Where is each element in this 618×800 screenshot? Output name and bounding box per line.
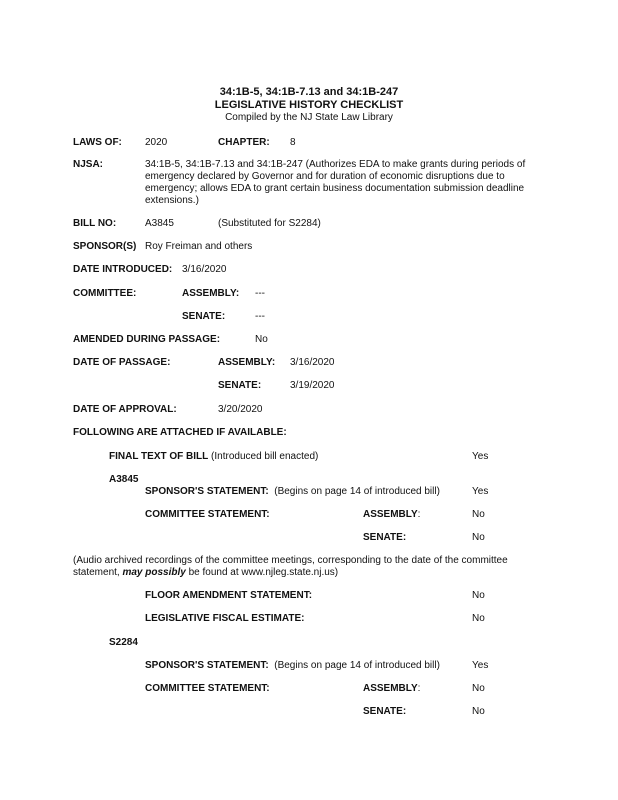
s2284-heading: S2284 (109, 637, 138, 648)
passage-senate-value: 3/19/2020 (290, 380, 335, 391)
date-of-approval-value: 3/20/2020 (218, 404, 263, 415)
bill-no-label: BILL NO: (73, 218, 117, 229)
a3845-sponsor-note: (Begins on page 14 of introduced bill) (274, 486, 440, 497)
njsa-line: emergency declared by Governor and for duration of economic disruptions due to (145, 171, 505, 182)
page-title: 34:1B-5, 34:1B-7.13 and 34:1B-247 (219, 86, 399, 98)
fiscal-estimate-label: LEGISLATIVE FISCAL ESTIMATE: (145, 613, 305, 624)
a3845-assembly-value: No (472, 509, 485, 520)
page-subtitle: LEGISLATIVE HISTORY CHECKLIST (214, 99, 404, 111)
s2284-assembly-value: No (472, 683, 485, 694)
compiled-by: Compiled by the NJ State Law Library (225, 112, 393, 123)
s2284-assembly-colon: : (417, 683, 421, 694)
s2284-sponsor-value: Yes (472, 660, 489, 671)
a3845-heading: A3845 (109, 474, 139, 485)
njsa-line: 34:1B-5, 34:1B-7.13 and 34:1B-247 (Authorizes EDA to make grants during periods of (145, 159, 526, 170)
a3845-assembly-row (363, 509, 420, 521)
s2284-sponsor-label: SPONSOR'S STATEMENT: (145, 660, 269, 671)
a3845-assembly-colon: : (417, 509, 421, 520)
s2284-senate-label: SENATE: (363, 706, 407, 717)
date-of-passage-label: DATE OF PASSAGE: (73, 357, 171, 368)
audio-note-pre: statement, (73, 567, 123, 578)
amended-label: AMENDED DURING PASSAGE: (73, 334, 221, 345)
njsa-line: emergency; allows EDA to grant certain business documentation submission deadline (145, 183, 525, 194)
a3845-committee-label: COMMITTEE STATEMENT: (145, 509, 270, 520)
sponsors-value: Roy Freiman and others (145, 241, 253, 252)
bill-no-note: (Substituted for S2284) (218, 218, 321, 229)
audio-note-line2 (73, 567, 338, 579)
committee-senate-value: --- (255, 311, 265, 322)
committee-assembly-value: --- (255, 288, 265, 299)
s2284-assembly-row (363, 683, 420, 695)
committee-senate-label: SENATE: (182, 311, 226, 322)
floor-amendment-value: No (472, 590, 485, 601)
audio-note-post: be found at www.njleg.state.nj.us) (185, 567, 339, 578)
committee-assembly-label: ASSEMBLY: (182, 288, 240, 299)
chapter-label: CHAPTER: (218, 137, 270, 148)
laws-of-value: 2020 (145, 137, 168, 148)
a3845-assembly-label: ASSEMBLY (363, 509, 418, 520)
floor-amendment-label: FLOOR AMENDMENT STATEMENT: (145, 590, 313, 601)
njsa-line: extensions.) (145, 195, 199, 206)
a3845-sponsor-value: Yes (472, 486, 489, 497)
final-text-label: FINAL TEXT OF BILL (109, 451, 209, 462)
date-of-approval-label: DATE OF APPROVAL: (73, 404, 177, 415)
s2284-assembly-label: ASSEMBLY (363, 683, 418, 694)
laws-of-label: LAWS OF: (73, 137, 122, 148)
a3845-senate-value: No (472, 532, 485, 543)
a3845-sponsor-row (145, 486, 440, 498)
final-text-note: (Introduced bill enacted) (211, 451, 319, 462)
final-text-row (109, 451, 318, 463)
bill-no-value: A3845 (145, 218, 174, 229)
final-text-value: Yes (472, 451, 489, 462)
s2284-sponsor-note: (Begins on page 14 of introduced bill) (274, 660, 440, 671)
audio-note-line1: (Audio archived recordings of the committee meetings, corresponding to the date of the committee (73, 555, 508, 566)
passage-senate-label: SENATE: (218, 380, 262, 391)
passage-assembly-value: 3/16/2020 (290, 357, 335, 368)
passage-assembly-label: ASSEMBLY: (218, 357, 276, 368)
amended-value: No (255, 334, 268, 345)
a3845-senate-label: SENATE: (363, 532, 407, 543)
audio-note-emphasis: may possibly (122, 567, 186, 578)
date-introduced-label: DATE INTRODUCED: (73, 264, 173, 275)
date-introduced-value: 3/16/2020 (182, 264, 227, 275)
sponsors-label: SPONSOR(S) (73, 241, 137, 252)
s2284-senate-value: No (472, 706, 485, 717)
committee-label: COMMITTEE: (73, 288, 137, 299)
s2284-committee-label: COMMITTEE STATEMENT: (145, 683, 270, 694)
attached-heading: FOLLOWING ARE ATTACHED IF AVAILABLE: (73, 427, 287, 438)
a3845-sponsor-label: SPONSOR'S STATEMENT: (145, 486, 269, 497)
njsa-label: NJSA: (73, 159, 104, 170)
s2284-sponsor-row (145, 660, 440, 672)
chapter-value: 8 (290, 137, 296, 148)
fiscal-estimate-value: No (472, 613, 485, 624)
